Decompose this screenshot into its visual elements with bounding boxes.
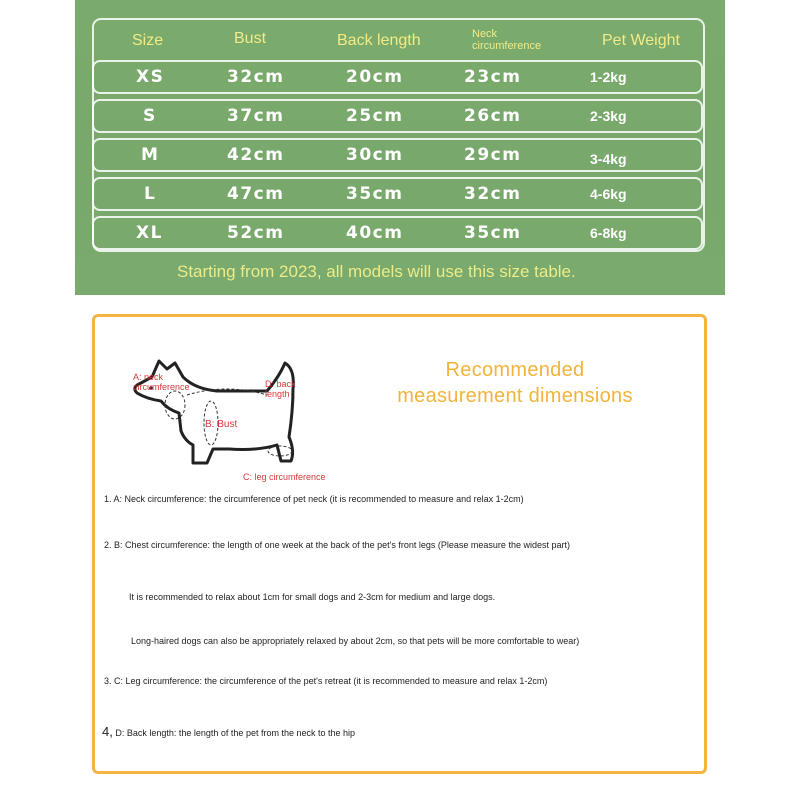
cell-weight: 6-8kg [590,225,627,241]
cell-size: XL [136,223,163,243]
cell-neck: 32cm [464,184,522,204]
instruction-back-number: 4, [102,724,113,739]
cell-weight: 4-6kg [590,186,627,202]
header-pet-weight: Pet Weight [602,32,680,49]
label-bust: B: Bust [205,419,238,430]
measurement-guide-box [92,314,707,774]
cell-neck: 26cm [464,106,522,126]
cell-neck: 35cm [464,223,522,243]
table-row [92,60,703,94]
dog-diagram [117,333,347,483]
header-size: Size [132,32,164,49]
size-table-note: Starting from 2023, all models will use this size table. [177,262,576,281]
cell-size: L [144,184,157,204]
cell-weight: 2-3kg [590,108,627,124]
label-back-length: D: back length [265,379,296,399]
recommended-title-line2: measurement dimensions [397,385,633,407]
header-bust: Bust [234,30,267,47]
instruction-back-text: D: Back length: the length of the pet from the neck to the hip [115,728,356,738]
table-row [92,177,703,211]
recommended-title-line1: Recommended [445,359,585,381]
cell-bust: 37cm [227,106,285,126]
cell-back-length: 30cm [346,145,404,165]
cell-neck: 23cm [464,67,522,87]
instruction-chest: 2. B: Chest circumference: the length of one week at the back of the pet's front legs (Please measure the widest part) [104,540,570,550]
instruction-neck: 1. A: Neck circumference: the circumference of pet neck (it is recommended to measure and relax 1-2cm) [104,494,524,504]
cell-bust: 32cm [227,67,285,87]
instruction-leg: 3. C: Leg circumference: the circumference of the pet's retreat (it is recommended to measure and relax 1-2cm) [104,676,548,686]
header-back-length: Back length [337,32,421,49]
cell-bust: 52cm [227,223,285,243]
cell-size: S [143,106,157,126]
label-neck-circumference: A: neck circumference [133,372,190,392]
cell-back-length: 25cm [346,106,404,126]
cell-size: XS [136,67,165,87]
instruction-back-length [102,724,355,739]
table-row [92,216,703,250]
cell-neck: 29cm [464,145,522,165]
cell-bust: 42cm [227,145,285,165]
cell-weight: 3-4kg [590,151,627,167]
table-row [92,138,703,172]
label-leg-circumference: C: leg circumference [243,472,326,482]
neck-measure-line [165,391,185,419]
header-neck-line1: Neck [472,28,498,40]
size-table-panel [75,0,725,295]
cell-bust: 47cm [227,184,285,204]
cell-back-length: 40cm [346,223,404,243]
recommended-title [365,357,665,409]
cell-size: M [141,145,160,165]
cell-back-length: 20cm [346,67,404,87]
table-row [92,99,703,133]
instruction-long-haired: Long-haired dogs can also be appropriately relaxed by about 2cm, so that pets will be more comfortable to wear) [131,636,580,646]
cell-weight: 1-2kg [590,69,627,85]
instruction-relax-small: It is recommended to relax about 1cm for small dogs and 2-3cm for medium and large dogs. [129,592,496,602]
cell-back-length: 35cm [346,184,404,204]
header-neck-line2: circumference [472,40,542,52]
